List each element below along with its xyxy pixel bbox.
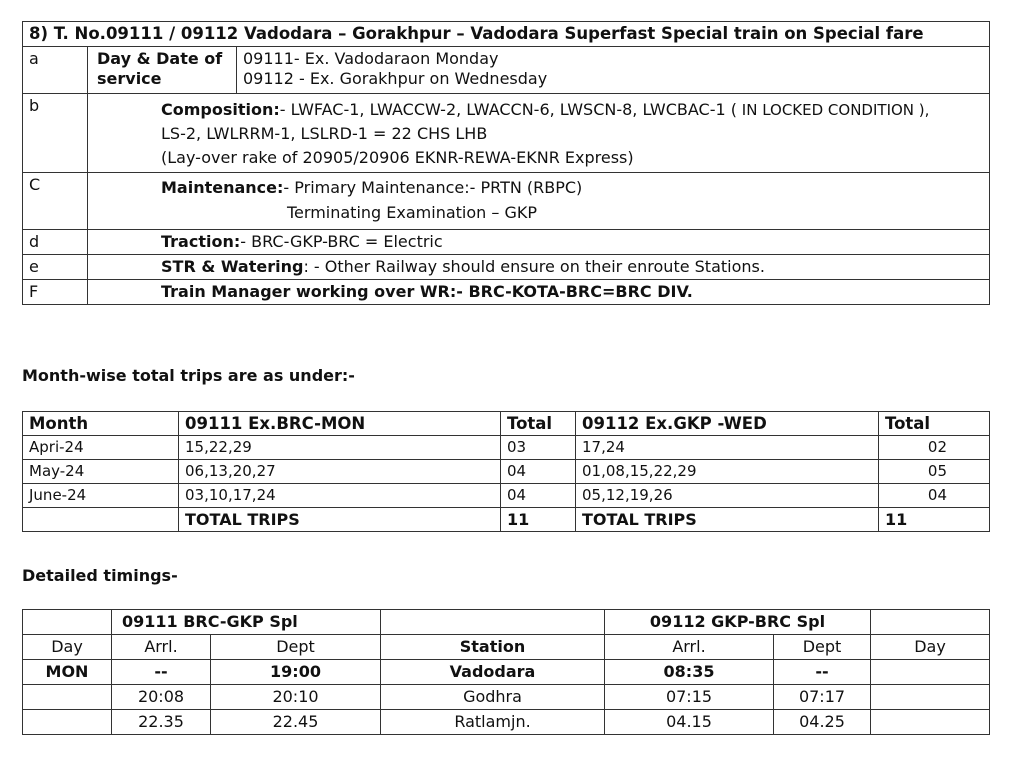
col-header: 09112 Ex.GKP -WED: [576, 412, 879, 436]
service-info-table: [22, 21, 990, 305]
day-cell: [23, 710, 112, 735]
month-cell: May-24: [23, 460, 179, 484]
traction-text: - BRC-GKP-BRC = Electric: [240, 232, 443, 251]
total-trips-label: TOTAL TRIPS: [576, 508, 879, 532]
row-label: Day & Date of service: [88, 47, 237, 94]
service-line: 09111- Ex. Vadodaraon Monday: [243, 49, 499, 68]
row-key: F: [23, 280, 88, 305]
row-key: C: [23, 173, 88, 230]
col-header: Arrl.: [112, 635, 211, 660]
departure-cell: 19:00: [211, 660, 381, 685]
departure-cell: 07:17: [774, 685, 871, 710]
month-cell: Apri-24: [23, 436, 179, 460]
dates-cell: 01,08,15,22,29: [576, 460, 879, 484]
arrival-cell: 20:08: [112, 685, 211, 710]
departure-cell: 20:10: [211, 685, 381, 710]
dates-cell: 17,24: [576, 436, 879, 460]
dates-cell: 06,13,20,27: [179, 460, 501, 484]
dates-cell: 03,10,17,24: [179, 484, 501, 508]
station-cell: Ratlamjn.: [381, 710, 605, 735]
col-header: Dept: [211, 635, 381, 660]
day-cell: [871, 660, 990, 685]
station-cell: Godhra: [381, 685, 605, 710]
col-header: Dept: [774, 635, 871, 660]
departure-cell: --: [774, 660, 871, 685]
monthly-trips-table: [22, 411, 990, 532]
col-header: Day: [871, 635, 990, 660]
arrival-cell: 08:35: [605, 660, 774, 685]
watering-cell: [88, 255, 990, 280]
row-key: a: [23, 47, 88, 94]
composition-cell: [88, 94, 990, 173]
composition-text: - LWFAC-1, LWACCW-2, LWACCN-6, LWSCN-8, LWCBAC-1 (: [279, 100, 738, 119]
maintenance-cell: [88, 173, 990, 230]
maintenance-text-2: Terminating Examination – GKP: [287, 203, 537, 222]
col-header: 09111 Ex.BRC-MON: [179, 412, 501, 436]
dates-cell: 05,12,19,26: [576, 484, 879, 508]
arrival-cell: --: [112, 660, 211, 685]
composition-note: IN LOCKED CONDITION ),: [737, 101, 930, 119]
timings-table: [22, 609, 990, 735]
col-header: Month: [23, 412, 179, 436]
train-2-title: 09112 GKP-BRC Spl: [605, 610, 871, 635]
row-value: [237, 47, 990, 94]
row-key: e: [23, 255, 88, 280]
departure-cell: 04.25: [774, 710, 871, 735]
departure-cell: 22.45: [211, 710, 381, 735]
service-line: 09112 - Ex. Gorakhpur on Wednesday: [243, 69, 548, 88]
total-cell: 04: [879, 484, 990, 508]
day-cell: [23, 685, 112, 710]
total-cell: 04: [501, 460, 576, 484]
traction-cell: [88, 230, 990, 255]
train-title: 8) T. No.09111 / 09112 Vadodara – Gorakhpur – Vadodara Superfast Special train on Special fare: [23, 22, 990, 47]
composition-label: Composition:: [161, 100, 280, 119]
total-trips-value: 11: [879, 508, 990, 532]
watering-text: : - Other Railway should ensure on their enroute Stations.: [303, 257, 765, 276]
total-trips-label: TOTAL TRIPS: [179, 508, 501, 532]
total-cell: 03: [501, 436, 576, 460]
day-cell: [871, 685, 990, 710]
col-header: Total: [879, 412, 990, 436]
trips-heading: Month-wise total trips are as under:-: [22, 366, 355, 385]
traction-label: Traction:: [161, 232, 241, 251]
dates-cell: 15,22,29: [179, 436, 501, 460]
total-trips-value: 11: [501, 508, 576, 532]
watering-label: STR & Watering: [161, 257, 304, 276]
col-header: Station: [381, 635, 605, 660]
timings-heading: Detailed timings-: [22, 566, 178, 585]
composition-text-3: (Lay-over rake of 20905/20906 EKNR-REWA-EKNR Express): [161, 148, 634, 167]
row-key: d: [23, 230, 88, 255]
row-key: b: [23, 94, 88, 173]
train-manager-cell: Train Manager working over WR:- BRC-KOTA-BRC=BRC DIV.: [88, 280, 990, 305]
maintenance-label: Maintenance:: [161, 178, 284, 197]
day-cell: [871, 710, 990, 735]
col-header: Day: [23, 635, 112, 660]
station-cell: Vadodara: [381, 660, 605, 685]
arrival-cell: 22.35: [112, 710, 211, 735]
col-header: Total: [501, 412, 576, 436]
composition-text-2: LS-2, LWLRRM-1, LSLRD-1 = 22 CHS LHB: [161, 124, 488, 143]
arrival-cell: 04.15: [605, 710, 774, 735]
train-1-title: 09111 BRC-GKP Spl: [112, 610, 381, 635]
total-cell: 05: [879, 460, 990, 484]
total-cell: 04: [501, 484, 576, 508]
total-cell: 02: [879, 436, 990, 460]
month-cell: June-24: [23, 484, 179, 508]
day-cell: MON: [23, 660, 112, 685]
arrival-cell: 07:15: [605, 685, 774, 710]
col-header: Arrl.: [605, 635, 774, 660]
maintenance-text: - Primary Maintenance:- PRTN (RBPC): [283, 178, 583, 197]
